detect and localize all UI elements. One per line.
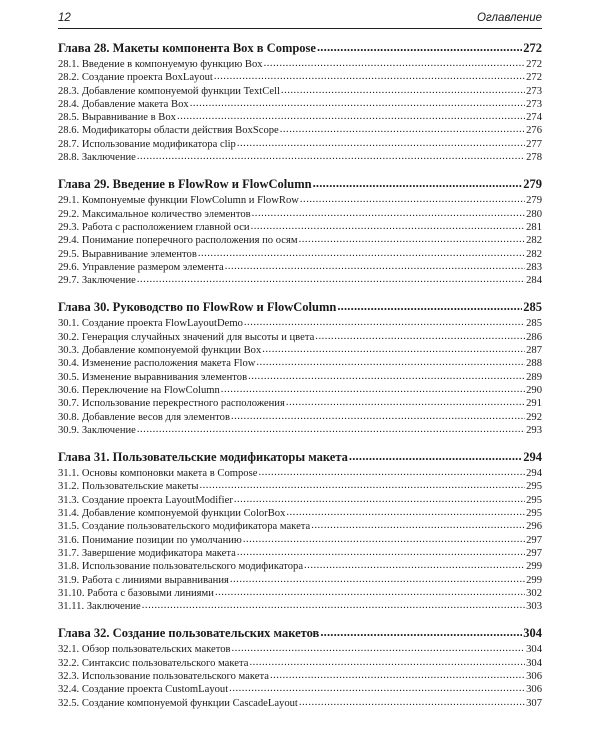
- toc-entry[interactable]: [58, 697, 542, 710]
- toc-entry[interactable]: [58, 124, 542, 137]
- chapter-title: Глава 31. Пользовательские модификаторы макета: [58, 450, 348, 465]
- entry-label: 31.10. Работа с базовыми линиями: [58, 587, 214, 599]
- dot-leader: [248, 370, 525, 383]
- dot-leader: [137, 150, 525, 163]
- entry-label: 31.8. Использование пользовательского модификатора: [58, 561, 304, 573]
- entry-page: 302: [526, 587, 542, 599]
- entry-label: 28.5. Выравнивание в Box: [58, 112, 176, 124]
- dot-leader: [231, 410, 525, 423]
- toc-entry[interactable]: [58, 138, 542, 151]
- toc-entry[interactable]: [58, 520, 542, 533]
- dot-leader: [256, 356, 525, 369]
- entry-label: 29.1. Компонуемые функции FlowColumn и FlowRow: [58, 195, 299, 207]
- dot-leader: [137, 273, 525, 286]
- entry-label: 28.1. Введение в компонуемую функцию Box: [58, 59, 263, 70]
- entry-page: 306: [526, 684, 542, 696]
- entry-page: 272: [526, 72, 542, 84]
- entry-label: 32.2. Синтаксис пользовательского макета: [58, 657, 249, 669]
- chapter-heading[interactable]: [58, 297, 542, 317]
- toc-entry[interactable]: [58, 98, 542, 111]
- entry-label: 31.4. Добавление компонуемой функции ColorBox: [58, 508, 286, 520]
- toc-entry[interactable]: [58, 248, 542, 261]
- entry-label: 29.6. Управление размером элемента: [58, 261, 224, 273]
- entry-page: 304: [526, 657, 542, 669]
- entry-label: 29.4. Понимание поперечного расположения по осям: [58, 235, 298, 247]
- toc-entry[interactable]: [58, 274, 542, 287]
- toc-entry[interactable]: [58, 424, 542, 437]
- entry-page: 284: [526, 275, 542, 287]
- chapter-page: 285: [523, 300, 542, 315]
- toc-entry[interactable]: [58, 344, 542, 357]
- chapter-page: 279: [523, 177, 542, 192]
- chapter-30: [58, 297, 542, 437]
- entry-label: 32.1. Обзор пользовательских макетов: [58, 644, 231, 656]
- entry-label: 31.9. Работа с линиями выравнивания: [58, 574, 229, 586]
- entry-label: 28.6. Модификаторы области действия BoxScope: [58, 125, 279, 137]
- entry-page: 299: [526, 574, 542, 586]
- entry-label: 28.7. Использование модификатора clip: [58, 138, 236, 150]
- entry-page: 306: [526, 670, 542, 682]
- toc-entry[interactable]: [58, 234, 542, 247]
- dot-leader: [311, 519, 525, 532]
- entry-label: 28.2. Создание проекта BoxLayout: [58, 72, 213, 84]
- dot-leader: [249, 656, 525, 669]
- dot-leader: [198, 247, 525, 260]
- chapter-heading[interactable]: [58, 447, 542, 467]
- dot-leader: [286, 506, 525, 519]
- chapter-title: Глава 29. Введение в FlowRow и FlowColumn: [58, 177, 312, 192]
- dot-leader: [280, 123, 525, 136]
- toc-entry[interactable]: [58, 371, 542, 384]
- dot-leader: [230, 573, 525, 586]
- entry-label: 31.2. Пользовательские макеты: [58, 481, 199, 493]
- entry-page: 282: [526, 248, 542, 260]
- dot-leader: [264, 57, 526, 70]
- entry-page: 297: [526, 534, 542, 546]
- chapter-title: Глава 30. Руководство по FlowRow и FlowColumn: [58, 300, 337, 315]
- chapter-31: [58, 447, 542, 613]
- entry-page: 296: [526, 521, 542, 533]
- dot-leader: [225, 260, 525, 273]
- entry-page: 281: [526, 221, 542, 233]
- toc-entry[interactable]: [58, 480, 542, 493]
- dot-leader: [251, 220, 526, 233]
- dot-leader: [304, 559, 525, 572]
- entry-page: 274: [526, 112, 542, 124]
- dot-leader: [234, 493, 525, 506]
- entry-page: 286: [526, 331, 542, 343]
- entry-page: 307: [526, 697, 542, 709]
- toc-entry[interactable]: [58, 58, 542, 71]
- entry-page: 291: [526, 398, 542, 410]
- dot-leader: [177, 110, 525, 123]
- dot-leader: [237, 546, 525, 559]
- toc-entry[interactable]: [58, 534, 542, 547]
- toc-entry[interactable]: [58, 151, 542, 164]
- entry-label: 30.8. Добавление весов для элементов: [58, 411, 230, 423]
- toc-entry[interactable]: [58, 384, 542, 397]
- entry-page: 273: [526, 98, 542, 110]
- page-number: 12: [58, 12, 71, 24]
- toc-entry[interactable]: [58, 208, 542, 221]
- entry-label: 31.7. Завершение модификатора макета: [58, 547, 236, 559]
- entry-page: 285: [526, 318, 542, 330]
- entry-label: 30.9. Заключение: [58, 424, 136, 436]
- dot-leader: [317, 37, 522, 57]
- entry-page: 295: [526, 481, 542, 493]
- toc-entry[interactable]: [58, 600, 542, 613]
- chapter-29: [58, 174, 542, 287]
- dot-leader: [262, 343, 525, 356]
- toc-entry[interactable]: [58, 317, 542, 330]
- toc-entry[interactable]: [58, 507, 542, 520]
- entry-page: 276: [526, 125, 542, 137]
- toc-entry[interactable]: [58, 494, 542, 507]
- toc-entry[interactable]: [58, 411, 542, 424]
- entry-page: 295: [526, 494, 542, 506]
- dot-leader: [229, 682, 525, 695]
- entry-page: 280: [526, 208, 542, 220]
- dot-leader: [337, 296, 522, 316]
- entry-label: 29.2. Максимальное количество элементов: [58, 208, 251, 220]
- toc-entry[interactable]: [58, 221, 542, 234]
- entry-page: 303: [526, 601, 542, 613]
- dot-leader: [286, 396, 525, 409]
- dot-leader: [320, 622, 522, 642]
- chapter-heading[interactable]: [58, 174, 542, 194]
- dot-leader: [142, 599, 525, 612]
- entry-page: 273: [526, 85, 542, 97]
- chapter-page: 304: [523, 626, 542, 641]
- entry-page: 304: [526, 644, 542, 656]
- dot-leader: [258, 466, 525, 479]
- entry-label: 32.4. Создание проекта CustomLayout: [58, 684, 229, 696]
- dot-leader: [349, 446, 522, 466]
- dot-leader: [199, 479, 525, 492]
- entry-label: 32.3. Использование пользовательского макета: [58, 670, 269, 682]
- dot-leader: [237, 137, 525, 150]
- chapter-heading[interactable]: [58, 38, 542, 58]
- chapter-title: Глава 32. Создание пользовательских макетов: [58, 626, 320, 641]
- dot-leader: [137, 423, 525, 436]
- dot-leader: [232, 642, 526, 655]
- table-of-contents: [58, 38, 542, 720]
- toc-entry[interactable]: [58, 574, 542, 587]
- entry-label: 29.3. Работа с расположением главной оси: [58, 221, 250, 233]
- dot-leader: [215, 586, 525, 599]
- dot-leader: [299, 696, 525, 709]
- entry-label: 30.7. Использование перекрестного расположения: [58, 398, 285, 410]
- dot-leader: [244, 316, 525, 329]
- toc-entry[interactable]: [58, 467, 542, 480]
- entry-page: 292: [526, 411, 542, 423]
- entry-page: 289: [526, 371, 542, 383]
- entry-label: 29.5. Выравнивание элементов: [58, 248, 197, 260]
- dot-leader: [243, 533, 525, 546]
- entry-page: 278: [526, 152, 542, 164]
- toc-entry[interactable]: [58, 331, 542, 344]
- dot-leader: [252, 207, 525, 220]
- entry-page: 277: [526, 138, 542, 150]
- chapter-32: [58, 623, 542, 709]
- toc-entry[interactable]: [58, 547, 542, 560]
- chapter-page: 294: [523, 450, 542, 465]
- entry-page: 282: [526, 235, 542, 247]
- entry-label: 30.2. Генерация случайных значений для высоты и цвета: [58, 331, 315, 343]
- toc-entry[interactable]: [58, 643, 542, 656]
- toc-entry[interactable]: [58, 397, 542, 410]
- dot-leader: [313, 173, 523, 193]
- entry-label: 30.4. Изменение расположения макета Flow: [58, 358, 256, 370]
- entry-label: 28.8. Заключение: [58, 152, 136, 164]
- toc-entry[interactable]: [58, 587, 542, 600]
- dot-leader: [190, 97, 525, 110]
- entry-label: 31.5. Создание пользовательского модификатора макета: [58, 521, 311, 533]
- entry-label: 30.3. Добавление компонуемой функции Box: [58, 345, 262, 357]
- dot-leader: [270, 669, 525, 682]
- entry-label: 31.3. Создание проекта LayoutModifier: [58, 494, 233, 506]
- chapter-title: Глава 28. Макеты компонента Box в Compose: [58, 41, 316, 55]
- toc-entry[interactable]: [58, 71, 542, 84]
- entry-label: 31.6. Понимание позиции по умолчанию: [58, 534, 242, 546]
- entry-page: 283: [526, 261, 542, 273]
- entry-page: 295: [526, 508, 542, 520]
- running-title: Оглавление: [477, 12, 542, 24]
- dot-leader: [221, 383, 525, 396]
- dot-leader: [315, 330, 525, 343]
- entry-page: 279: [526, 195, 542, 207]
- toc-entry[interactable]: [58, 85, 542, 98]
- chapter-heading[interactable]: [58, 623, 542, 643]
- toc-entry[interactable]: [58, 560, 542, 573]
- page-header: [58, 10, 542, 29]
- toc-entry[interactable]: [58, 261, 542, 274]
- entry-label: 31.1. Основы компоновки макета в Compose: [58, 468, 258, 480]
- toc-entry[interactable]: [58, 111, 542, 124]
- entry-page: 293: [526, 424, 542, 436]
- entry-label: 30.5. Изменение выравнивания элементов: [58, 371, 248, 383]
- entry-label: 28.4. Добавление макета Box: [58, 98, 189, 110]
- toc-entry[interactable]: [58, 670, 542, 683]
- dot-leader: [299, 233, 526, 246]
- entry-page: 272: [526, 59, 542, 70]
- entry-label: 31.11. Заключение: [58, 601, 141, 613]
- dot-leader: [281, 84, 525, 97]
- toc-entry[interactable]: [58, 657, 542, 670]
- toc-entry[interactable]: [58, 357, 542, 370]
- chapter-page: 272: [523, 41, 542, 55]
- chapter-28: [58, 38, 542, 164]
- entry-label: 29.7. Заключение: [58, 275, 136, 287]
- entry-page: 288: [526, 358, 542, 370]
- entry-page: 290: [526, 384, 542, 396]
- entry-page: 287: [526, 345, 542, 357]
- entry-label: 28.3. Добавление компонуемой функции TextCell: [58, 85, 280, 97]
- entry-page: 297: [526, 547, 542, 559]
- dot-leader: [214, 70, 525, 83]
- entry-page: 294: [526, 468, 542, 480]
- toc-entry[interactable]: [58, 683, 542, 696]
- entry-label: 30.1. Создание проекта FlowLayoutDemo: [58, 318, 243, 330]
- entry-label: 32.5. Создание компонуемой функции CascadeLayout: [58, 697, 298, 709]
- toc-entry[interactable]: [58, 194, 542, 207]
- entry-label: 30.6. Переключение на FlowColumn: [58, 384, 220, 396]
- entry-page: 299: [526, 561, 542, 573]
- dot-leader: [300, 193, 525, 206]
